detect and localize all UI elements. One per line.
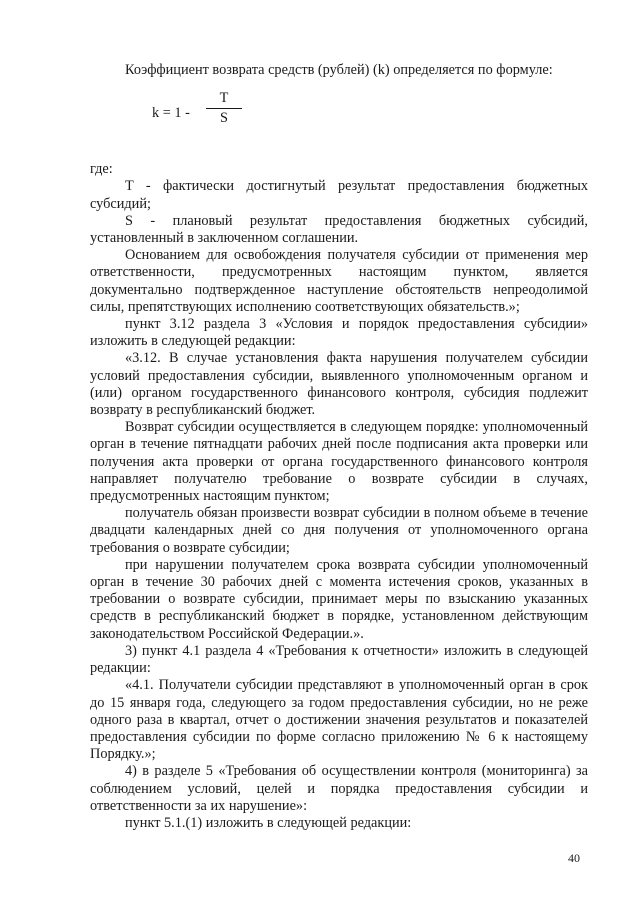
page-number: 40	[568, 851, 580, 865]
formula-block	[90, 87, 588, 149]
paragraph: S - плановый результат предоставления бюджетных субсидий, установленный в заключенном соглашении.	[90, 212, 588, 247]
formula-denominator: S	[220, 110, 228, 127]
formula-numerator: T	[219, 90, 229, 107]
paragraph: «4.1. Получатели субсидии представляют в уполномоченный орган в срок до 15 января года, следующего за годом предоставления субсидии, но не реже одного раза в квартал, отчет о достижении значения результатов и показателей предоставления субсидии по форме согласно приложению № 6 к настоящему Порядку.»;	[90, 677, 588, 763]
text-column	[90, 62, 588, 832]
paragraph: при нарушении получателем срока возврата субсидии уполномоченный орган в течение 30 рабочих дней с момента истечения сроков, указанных в требовании о возврате субсидии, принимает меры по взысканию указанных средств в республиканский бюджет в порядке, установленном действующим законодательством Российской Федерации.».	[90, 556, 588, 642]
formula-fraction	[206, 90, 242, 127]
paragraph: T - фактически достигнутый результат предоставления бюджетных субсидий;	[90, 178, 588, 212]
formula-lhs: k = 1 -	[152, 105, 190, 122]
formula-intro: Коэффициент возврата средств (рублей) (k) определяется по формуле:	[125, 62, 553, 78]
fraction-bar	[206, 108, 242, 109]
paragraph: получатель обязан произвести возврат субсидии в полном объеме в течение двадцати календарных дней со дня получения от уполномоченного органа требования о возврате субсидии;	[90, 505, 588, 556]
paragraph: 4) в разделе 5 «Требования об осуществлении контроля (мониторинга) за соблюдением условий, целей и порядка предоставления субсидии и ответственности за их нарушение»:	[90, 763, 588, 814]
paragraph: пункт 3.12 раздела 3 «Условия и порядок предоставления субсидии» изложить в следующей редакции:	[90, 316, 588, 350]
paragraph: «3.12. В случае установления факта нарушения получателем субсидии условий предоставления субсидии, выявленного уполномоченным органом и (или) органом государственного финансового контроля, субсидия подлежит возврату в республиканский бюджет.	[90, 350, 588, 419]
where-label: где:	[90, 161, 113, 178]
paragraph: пункт 5.1.(1) изложить в следующей редакции:	[125, 814, 412, 831]
paragraph: Возврат субсидии осуществляется в следующем порядке: уполномоченный орган в течение пятнадцати рабочих дней после подписания акта проверки или получения акта проверки от органа государственного финансового контроля направляет получателю требование о возврате субсидии в случаях, предусмотренных настоящим пунктом;	[90, 419, 588, 505]
paragraph: 3) пункт 4.1 раздела 4 «Требования к отчетности» изложить в следующей редакции:	[90, 642, 588, 677]
paragraph: Основанием для освобождения получателя субсидии от применения мер ответственности, предусмотренных настоящим пунктом, является документально подтвержденное наступление обстоятельств непреодолимой силы, препятствующих исполнению соответствующих обязательств.»;	[90, 247, 588, 315]
